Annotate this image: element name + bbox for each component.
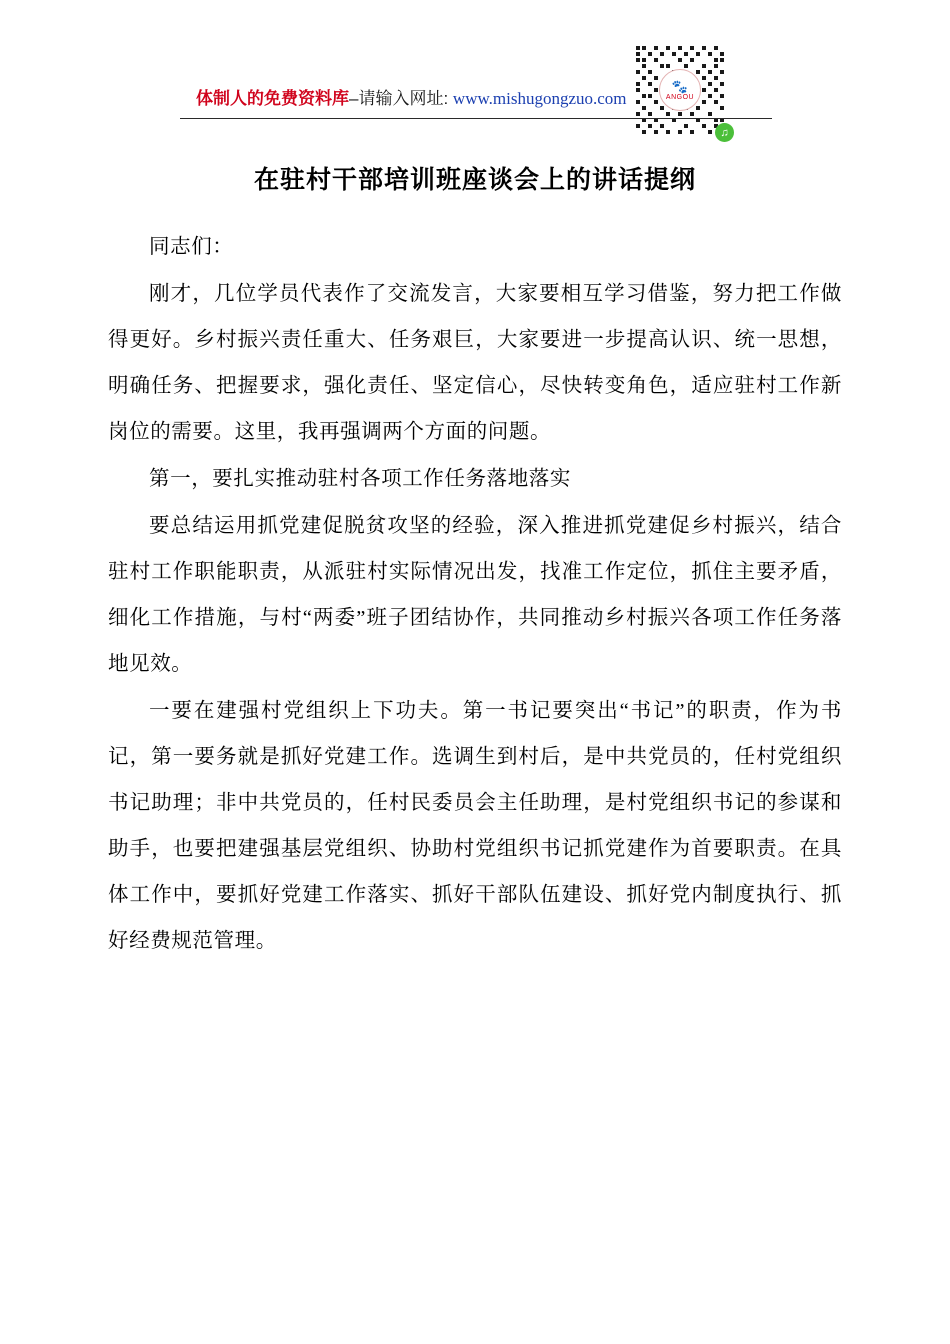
page-title: 在驻村干部培训班座谈会上的讲话提纲	[253, 167, 696, 194]
promo-red-label: 体制人的免费资料库	[196, 89, 349, 108]
paragraph-body-1: 要总结运用抓党建促脱贫攻坚的经验，深入推进抓党建促乡村振兴，结合驻村工作职能职责，从派驻村实际情况出发，找准工作定位，抓住主要矛盾，细化工作措施，与村“两委”班子团结协作，共同推动乡村振兴各项工作任务落地见效。	[108, 515, 842, 675]
wechat-badge-icon: ♫	[715, 123, 734, 142]
paragraph-intro: 刚才，几位学员代表作了交流发言，大家要相互学习借鉴，努力把工作做得更好。乡村振兴责任重大、任务艰巨，大家要进一步提高认识、统一思想，明确任务、把握要求，强化责任、坚定信心，尽快转变角色，适应驻村工作新岗位的需要。这里，我再强调两个方面的问题。	[108, 283, 842, 443]
promo-dark-label: –请输入网址:	[349, 89, 449, 108]
paw-icon: 🐾	[671, 78, 689, 94]
promo-url[interactable]: www.mishugongzuo.com	[452, 89, 627, 108]
paragraph-section-heading-1: 第一，要扎实推动驻村各项工作任务落地落实	[149, 468, 571, 490]
paragraph-body-2: 一要在建强村党组织上下功夫。第一书记要突出“书记”的职责，作为书记，第一要务就是抓好党建工作。选调生到村后，是中共党员的，任村党组织书记助理；非中共党员的，任村民委员会主任助理，是村党组织书记的参谋和助手，也要把建强基层党组织、协助村党组织书记抓党建作为首要职责。在具体工作中，要抓好党建工作落实、抓好干部队伍建设、抓好党内制度执行、抓好经费规范管理。	[108, 700, 842, 952]
qr-logo	[659, 69, 701, 111]
promo-text	[196, 84, 627, 109]
paragraph-salutation: 同志们：	[149, 236, 234, 258]
qr-code[interactable]	[630, 40, 730, 140]
qr-brand-label: ANGOU	[665, 93, 695, 101]
promo-header	[108, 0, 842, 139]
header-divider	[180, 118, 772, 119]
